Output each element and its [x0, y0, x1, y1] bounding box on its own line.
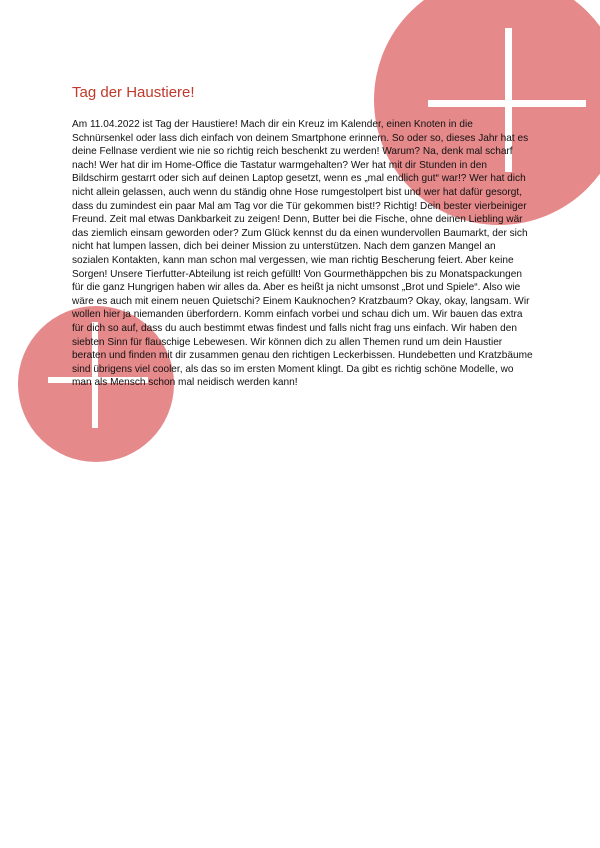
document-title: Tag der Haustiere!	[72, 84, 195, 101]
cross-horizontal-bar	[428, 100, 586, 107]
body-paragraph: Am 11.04.2022 ist Tag der Haustiere! Mach dir ein Kreuz im Kalender, einen Knoten in die Schnürsenkel oder lass dich einfach von deinem Smartphone erinnern. So oder so, dieses Jahr hat es deine Fellnase verdient wie nie so richtig reich beschenkt zu werden! Warum? Na, denk mal scharf nach! Wer hat dir im Home-Office die Tastatur warmgehalten? Wer hat mit dir Stunden in den Bildschirm gestarrt oder sich auf deinen Laptop gesetzt, wenn es „mal endlich gut“ war!? Wer hat dich nicht allein gelassen, auch wenn du ständig ohne Hose rumgestolpert bist und wer hat dafür gesorgt, dass du zumindest ein paar Mal am Tag vor die Tür gekommen bist!? Richtig! Dein bester vierbeiniger Freund. Zeit mal etwas Dankbarkeit zu zeigen! Denn, Butter bei die Fische, ohne deinen Liebling wär das ziemlich einsam geworden oder? Zum Glück kennst du da einen wundervollen Baumarkt, der sich nicht hat lumpen lassen, dich bei deiner Mission zu unterstützen. Nach dem ganzen Mangel an sozialen Kontakten, kann man schon mal vergessen, wie man richtig Bescherung feiert. Aber keine Sorgen! Unsere Tierfutter-Abteilung ist reich gefüllt! Von Gourmethäppchen bis zu Monatspackungen für die ganz Hungrigen haben wir alles da. Aber es heißt ja nicht umsonst „Brot und Spiele“. Also wie wäre es auch mit einem neuen Quietschi? Einem Kauknochen? Kratzbaum? Okay, okay, langsam. Wir wollen hier ja niemanden überfordern. Komm einfach vorbei und schau dich um. Wir bauen das extra für dich so auf, dass du auch bestimmt etwas findest und falls nicht frag uns einfach. Wir haben den siebten Sinn für flauschige Lebewesen. Wir können dich zu allen Themen rund um dein Haustier beraten und finden mit dir zusammen genau den richtigen Leckerbissen. Hundebetten und Kratzbäume sind übrigens viel cooler, als das so im ersten Moment klingt. Da gibt es richtig schöne Modelle, wo man als Mensch schon mal neidisch werden kann!	[72, 119, 533, 389]
